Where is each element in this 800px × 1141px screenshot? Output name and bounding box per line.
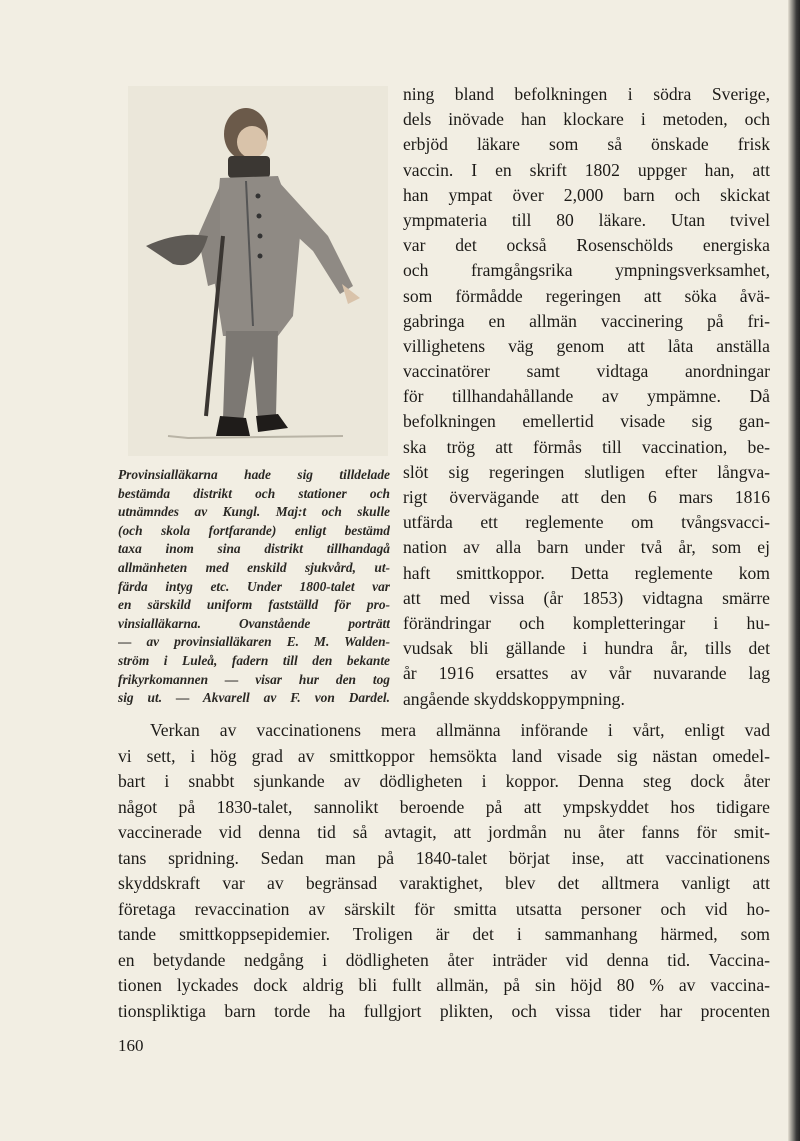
- portrait-illustration: [128, 86, 388, 456]
- text-line: skyddskraft var av begränsad varaktighet, blev det alltmera vanligt att: [118, 873, 770, 893]
- caption-line: bestämda distrikt och stationer och: [118, 485, 390, 501]
- page-edge-shadow: [788, 0, 800, 1141]
- text-line: tionspliktiga barn torde ha fullgjort plikten, och vissa tider har procenten: [118, 1000, 770, 1021]
- caption-line: ström i Luleå, fadern till den bekante: [118, 652, 390, 668]
- text-line: tande smittkoppsepidemier. Troligen är det i sammanhang härmed, som: [118, 924, 770, 944]
- text-line: villighetens väg genom att låta anställa: [403, 335, 770, 356]
- caption-line: en särskild uniform fastställd för pro-: [118, 597, 390, 613]
- text-line: vaccin. I en skrift 1802 uppger han, att: [403, 159, 770, 180]
- caption-line: vinsialläkarna. Ovanstående porträtt: [118, 615, 390, 631]
- text-line: var det också Rosenschölds energiska: [403, 235, 770, 256]
- text-line: Verkan av vaccinationens mera allmänna införande i vårt, enligt vad: [150, 720, 770, 740]
- text-line: tans spridning. Sedan man på 1840-talet börjat inse, att vaccinationens: [118, 847, 770, 868]
- full-width-paragraph: [118, 718, 770, 1024]
- text-line: och framgångsrika ympningsverksamhet,: [403, 260, 770, 281]
- text-line: som förmådde regeringen att söka åvä-: [403, 285, 770, 306]
- text-line: erbjöd läkare som så önskade frisk: [403, 134, 770, 155]
- right-column-text: [403, 82, 770, 712]
- text-line: vi sett, i hög grad av smittkoppor hemsökta land visade sig nästan omedel-: [118, 745, 770, 766]
- text-line: slöt sig regeringen slutligen efter långva-: [403, 461, 770, 482]
- text-line: befolkningen emellertid visade sig gan-: [403, 411, 770, 432]
- caption-line: utnämndes av Kungl. Maj:t och skulle: [118, 504, 390, 520]
- caption-line: sig ut. — Akvarell av F. von Dardel.: [118, 690, 390, 706]
- uniformed-doctor-figure: [128, 86, 388, 456]
- text-line: nation av alla barn under två år, som ej: [403, 537, 770, 558]
- page-number: 160: [118, 1036, 144, 1055]
- text-line: något på 1830-talet, sannolikt beroende på att ympskyddet hos tidigare: [118, 796, 770, 817]
- caption-line: Provinsialläkarna hade sig tilldelade: [118, 467, 390, 482]
- text-line: angående skyddskoppympning.: [403, 688, 625, 709]
- caption-line: färda intyg etc. Under 1800-talet var: [118, 578, 390, 594]
- text-line: företaga revaccination av särskilt för smitta utsatta personer och vid ho-: [118, 898, 770, 919]
- text-line: år 1916 ersattes av vår nuvarande lag: [403, 663, 770, 684]
- text-line: vudsak bli gällande i hundra år, tills det: [403, 638, 770, 659]
- caption-line: (och skola fortfarande) enligt bestämd: [118, 522, 390, 538]
- text-line: ska trög att förmås till vaccination, be-: [403, 436, 770, 457]
- text-line: vaccinatörer samt vidtaga anordningar: [403, 361, 770, 382]
- text-line: tionen lyckades dock aldrig bli fullt allmän, på sin höjd 80 % av vaccina-: [118, 975, 770, 995]
- text-line: han ympat över 2,000 barn och skickat: [403, 184, 770, 205]
- caption-line: allmänheten med enskild sjukvård, ut-: [118, 559, 390, 575]
- text-line: gabringa en allmän vaccinering på fri-: [403, 310, 770, 331]
- caption-line: taxa inom sina distrikt tillhandagå: [118, 541, 390, 557]
- text-line: dels inövade han klockare i metoden, och: [403, 109, 770, 130]
- text-line: bart i snabbt sjunkande av dödligheten i koppor. Denna steg dock åter: [118, 771, 770, 791]
- caption-line: frikyrkomannen — visar hur den tog: [118, 671, 390, 687]
- text-line: att med vissa (år 1853) vidtagna smärre: [403, 587, 770, 608]
- text-line: en betydande nedgång i dödligheten åter inträder vid denna tid. Vaccina-: [118, 949, 770, 970]
- figure-caption: [118, 466, 390, 708]
- text-line: ning bland befolkningen i södra Sverige,: [403, 84, 770, 104]
- text-line: för tillhandahållande av ympämne. Då: [403, 386, 770, 407]
- text-line: haft smittkoppor. Detta reglemente kom: [403, 562, 770, 583]
- text-line: förändringar och kompletteringar i hu-: [403, 612, 770, 633]
- text-line: ympmateria till 80 läkare. Utan tvivel: [403, 209, 770, 230]
- text-line: vaccinerade vid denna tid så avtagit, att jordmån nu åter fanns för smit-: [118, 822, 770, 842]
- text-line: utfärda ett reglemente om tvångsvacci-: [403, 512, 770, 533]
- caption-line: — av provinsialläkaren E. M. Walden-: [118, 634, 390, 650]
- text-line: rigt övervägande att den 6 mars 1816: [403, 487, 770, 507]
